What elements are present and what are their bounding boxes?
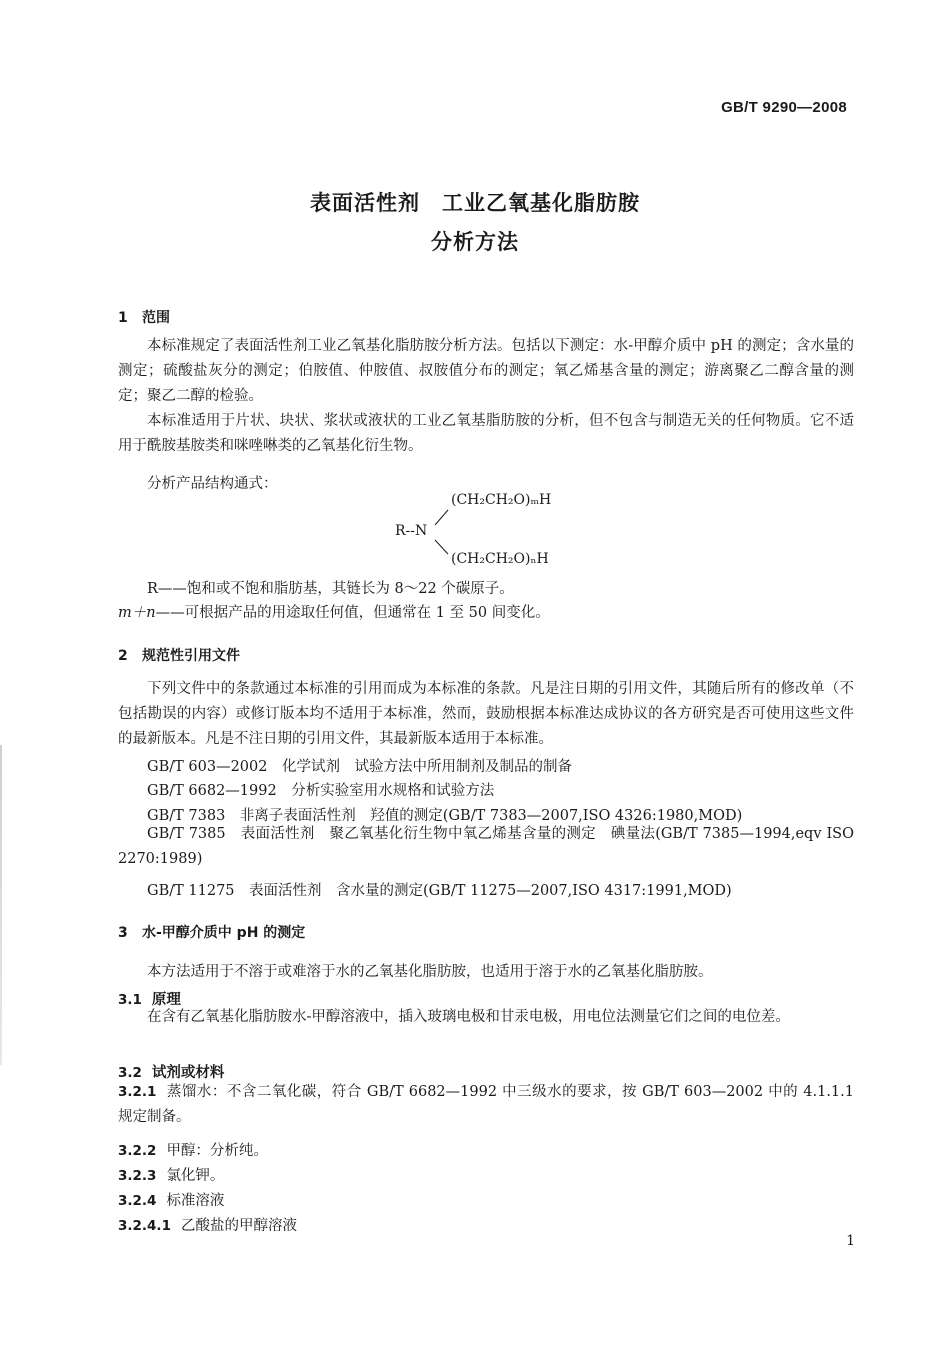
subsection-3-2-1 [118, 1080, 854, 1130]
subsection-3-2-4-1 [118, 1214, 297, 1235]
reference-1: GB/T 603—2002 化学试剂 试验方法中所用制剂及制品的制备 [147, 759, 572, 775]
subsection-number: 3.1 [118, 992, 142, 1008]
subsection-text: 标准溶液 [166, 1193, 225, 1209]
subsection-title: 原理 [151, 992, 181, 1008]
subsection-text: 蒸馏水：不含二氧化碳，符合 GB/T 6682—1992 中三级水的要求，按 GB/T 603—2002 中的 4.1.1.1 规定制备。 [118, 1084, 854, 1125]
subsection-number: 3.2.4.1 [118, 1218, 171, 1234]
subsection-text: 甲醇：分析纯。 [166, 1143, 268, 1159]
subsection-number: 3.2.2 [118, 1143, 157, 1159]
standard-code: GB/T 9290—2008 [721, 99, 847, 116]
section-number: 3 [118, 925, 128, 941]
reference-4: GB/T 7385 表面活性剂 聚乙氧基化衍生物中氧乙烯基含量的测定 碘量法(GB/T 7385—1994,eqv ISO 2270:1989) [118, 826, 854, 867]
formula-top-branch: (CH₂CH₂O)ₘH [451, 492, 552, 508]
definition-mn-text: ——可根据产品的用途取任何值，但通常在 1 至 50 间变化。 [155, 605, 550, 621]
definition-r: R——饱和或不饱和脂肪基，其链长为 8～22 个碳原子。 [147, 581, 514, 597]
s1-paragraph-2: 本标准适用于片状、块状、浆状或液状的工业乙氧基脂肪胺的分析，但不包含与制造无关的任何物质。它不适用于酰胺基胺类和咪唑啉类的乙氧基化衍生物。 [118, 413, 854, 454]
section-title: 规范性引用文件 [142, 648, 240, 664]
subsection-title: 试剂或材料 [151, 1065, 225, 1081]
s3-paragraph-1: 本方法适用于不溶于或难溶于水的乙氧基化脂肪胺，也适用于溶于水的乙氧基化脂肪胺。 [147, 964, 713, 980]
subsection-number: 3.2.3 [118, 1168, 157, 1184]
scan-edge-mark [0, 745, 2, 1065]
subsection-3-2-3 [118, 1164, 224, 1185]
reference-3: GB/T 7383 非离子表面活性剂 羟值的测定(GB/T 7383—2007,ISO 4326:1980,MOD) [147, 808, 743, 824]
formula-center: R--N [395, 523, 428, 539]
reference-2: GB/T 6682—1992 分析实验室用水规格和试验方法 [147, 783, 495, 799]
section-1-heading [118, 307, 170, 327]
section-2-heading [118, 645, 240, 665]
section-number: 2 [118, 648, 128, 664]
subsection-text: 氯化钾。 [166, 1168, 225, 1184]
structural-formula [395, 488, 615, 568]
reference-5: GB/T 11275 表面活性剂 含水量的测定(GB/T 11275—2007,ISO 4317:1991,MOD) [147, 883, 732, 899]
definition-mn-symbol: m＋n [118, 605, 156, 621]
definition-mn [118, 601, 550, 622]
section-title: 范围 [142, 310, 170, 326]
subsection-text: 乙酸盐的甲醇溶液 [180, 1218, 297, 1234]
s1-paragraph-1: 本标准规定了表面活性剂工业乙氧基化脂肪胺分析方法。包括以下测定：水-甲醇介质中 pH 的测定；含水量的测定；硫酸盐灰分的测定；伯胺值、仲胺值、叔胺值分布的测定；氧乙烯基含量的测定；游离聚乙二醇含量的测定；聚乙二醇的检验。 [118, 338, 854, 404]
subsection-number: 3.2.4 [118, 1193, 157, 1209]
s2-paragraph-1: 下列文件中的条款通过本标准的引用而成为本标准的条款。凡是注日期的引用文件，其随后所有的修改单（不包括勘误的内容）或修订版本均不适用于本标准，然而，鼓励根据本标准达成协议的各方研究是否可使用这些文件的最新版本。凡是不注日期的引用文件，其最新版本适用于本标准。 [118, 681, 854, 747]
formula-bottom-branch: (CH₂CH₂O)ₙH [451, 551, 549, 567]
subsection-number: 3.2.1 [118, 1084, 157, 1100]
subsection-3-2-heading [118, 1061, 224, 1082]
document-title-line1: 表面活性剂 工业乙氧基化脂肪胺 [310, 191, 640, 215]
section-title: 水-甲醇介质中 pH 的测定 [142, 925, 306, 941]
s3-1-text: 在含有乙氧基化脂肪胺水-甲醇溶液中，插入玻璃电极和甘汞电极，用电位法测量它们之间的电位差。 [147, 1009, 790, 1025]
section-3-heading [118, 922, 305, 942]
subsection-3-2-4 [118, 1189, 224, 1210]
subsection-3-2-2 [118, 1139, 268, 1160]
page-number: 1 [846, 1233, 855, 1249]
s1-paragraph-3: 分析产品结构通式： [147, 476, 278, 492]
section-number: 1 [118, 310, 128, 326]
document-title-line2: 分析方法 [431, 230, 519, 254]
subsection-number: 3.2 [118, 1065, 142, 1081]
